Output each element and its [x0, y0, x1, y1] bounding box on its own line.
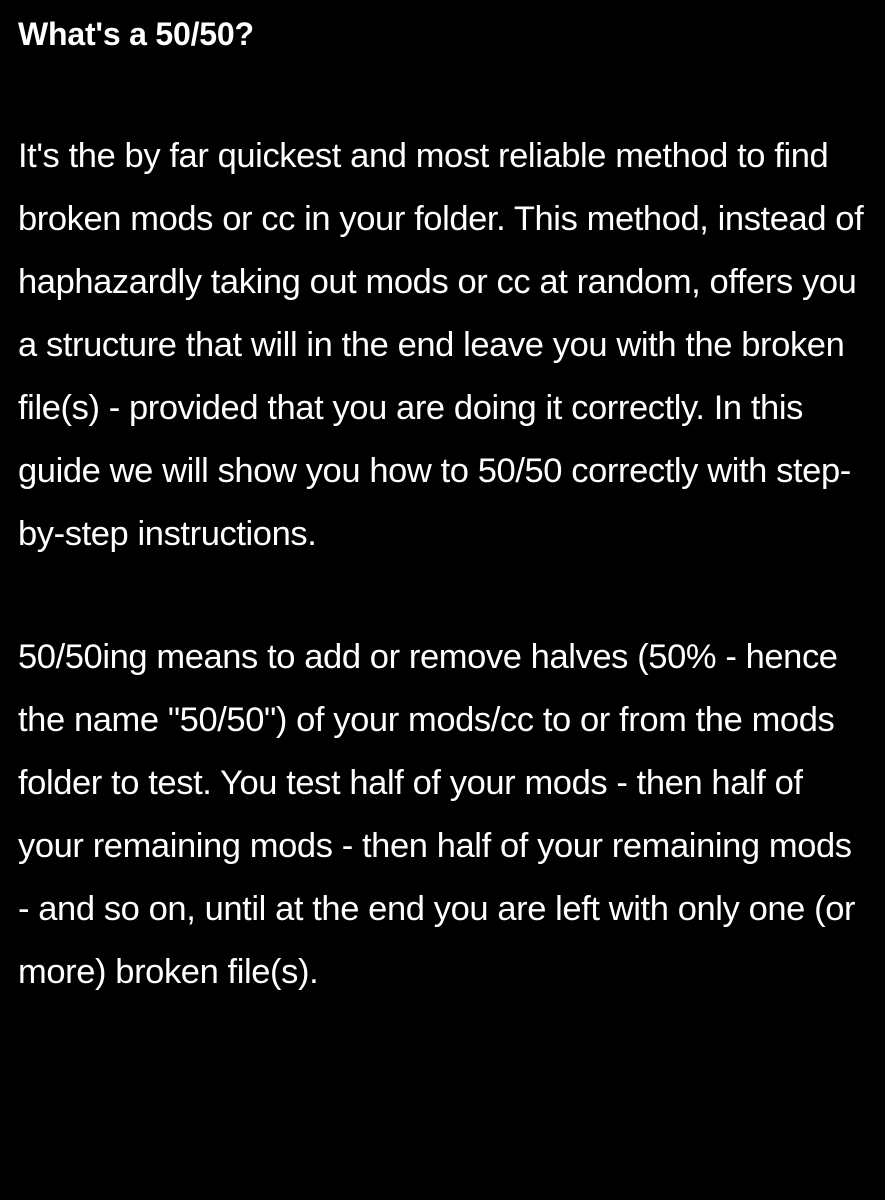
intro-paragraph: It's the by far quickest and most reliable method to find broken mods or cc in your folder. This method, instead of haphazardly taking out mods or cc at random, offers you a structure that will in the end leave you with the broken file(s) - provided that you are doing it correctly. In this guide we will show you how to 50/50 correctly with step-by-step instructions.	[18, 137, 864, 553]
section-heading: What's a 50/50?	[18, 16, 254, 52]
explanation-paragraph: 50/50ing means to add or remove halves (50% - hence the name "50/50") of your mods/cc to or from the mods folder to test. You test half of your mods - then half of your remaining mods - then half of your remaining mods - and so on, until at the end you are left with only one (or more) broken file(s).	[18, 638, 856, 991]
